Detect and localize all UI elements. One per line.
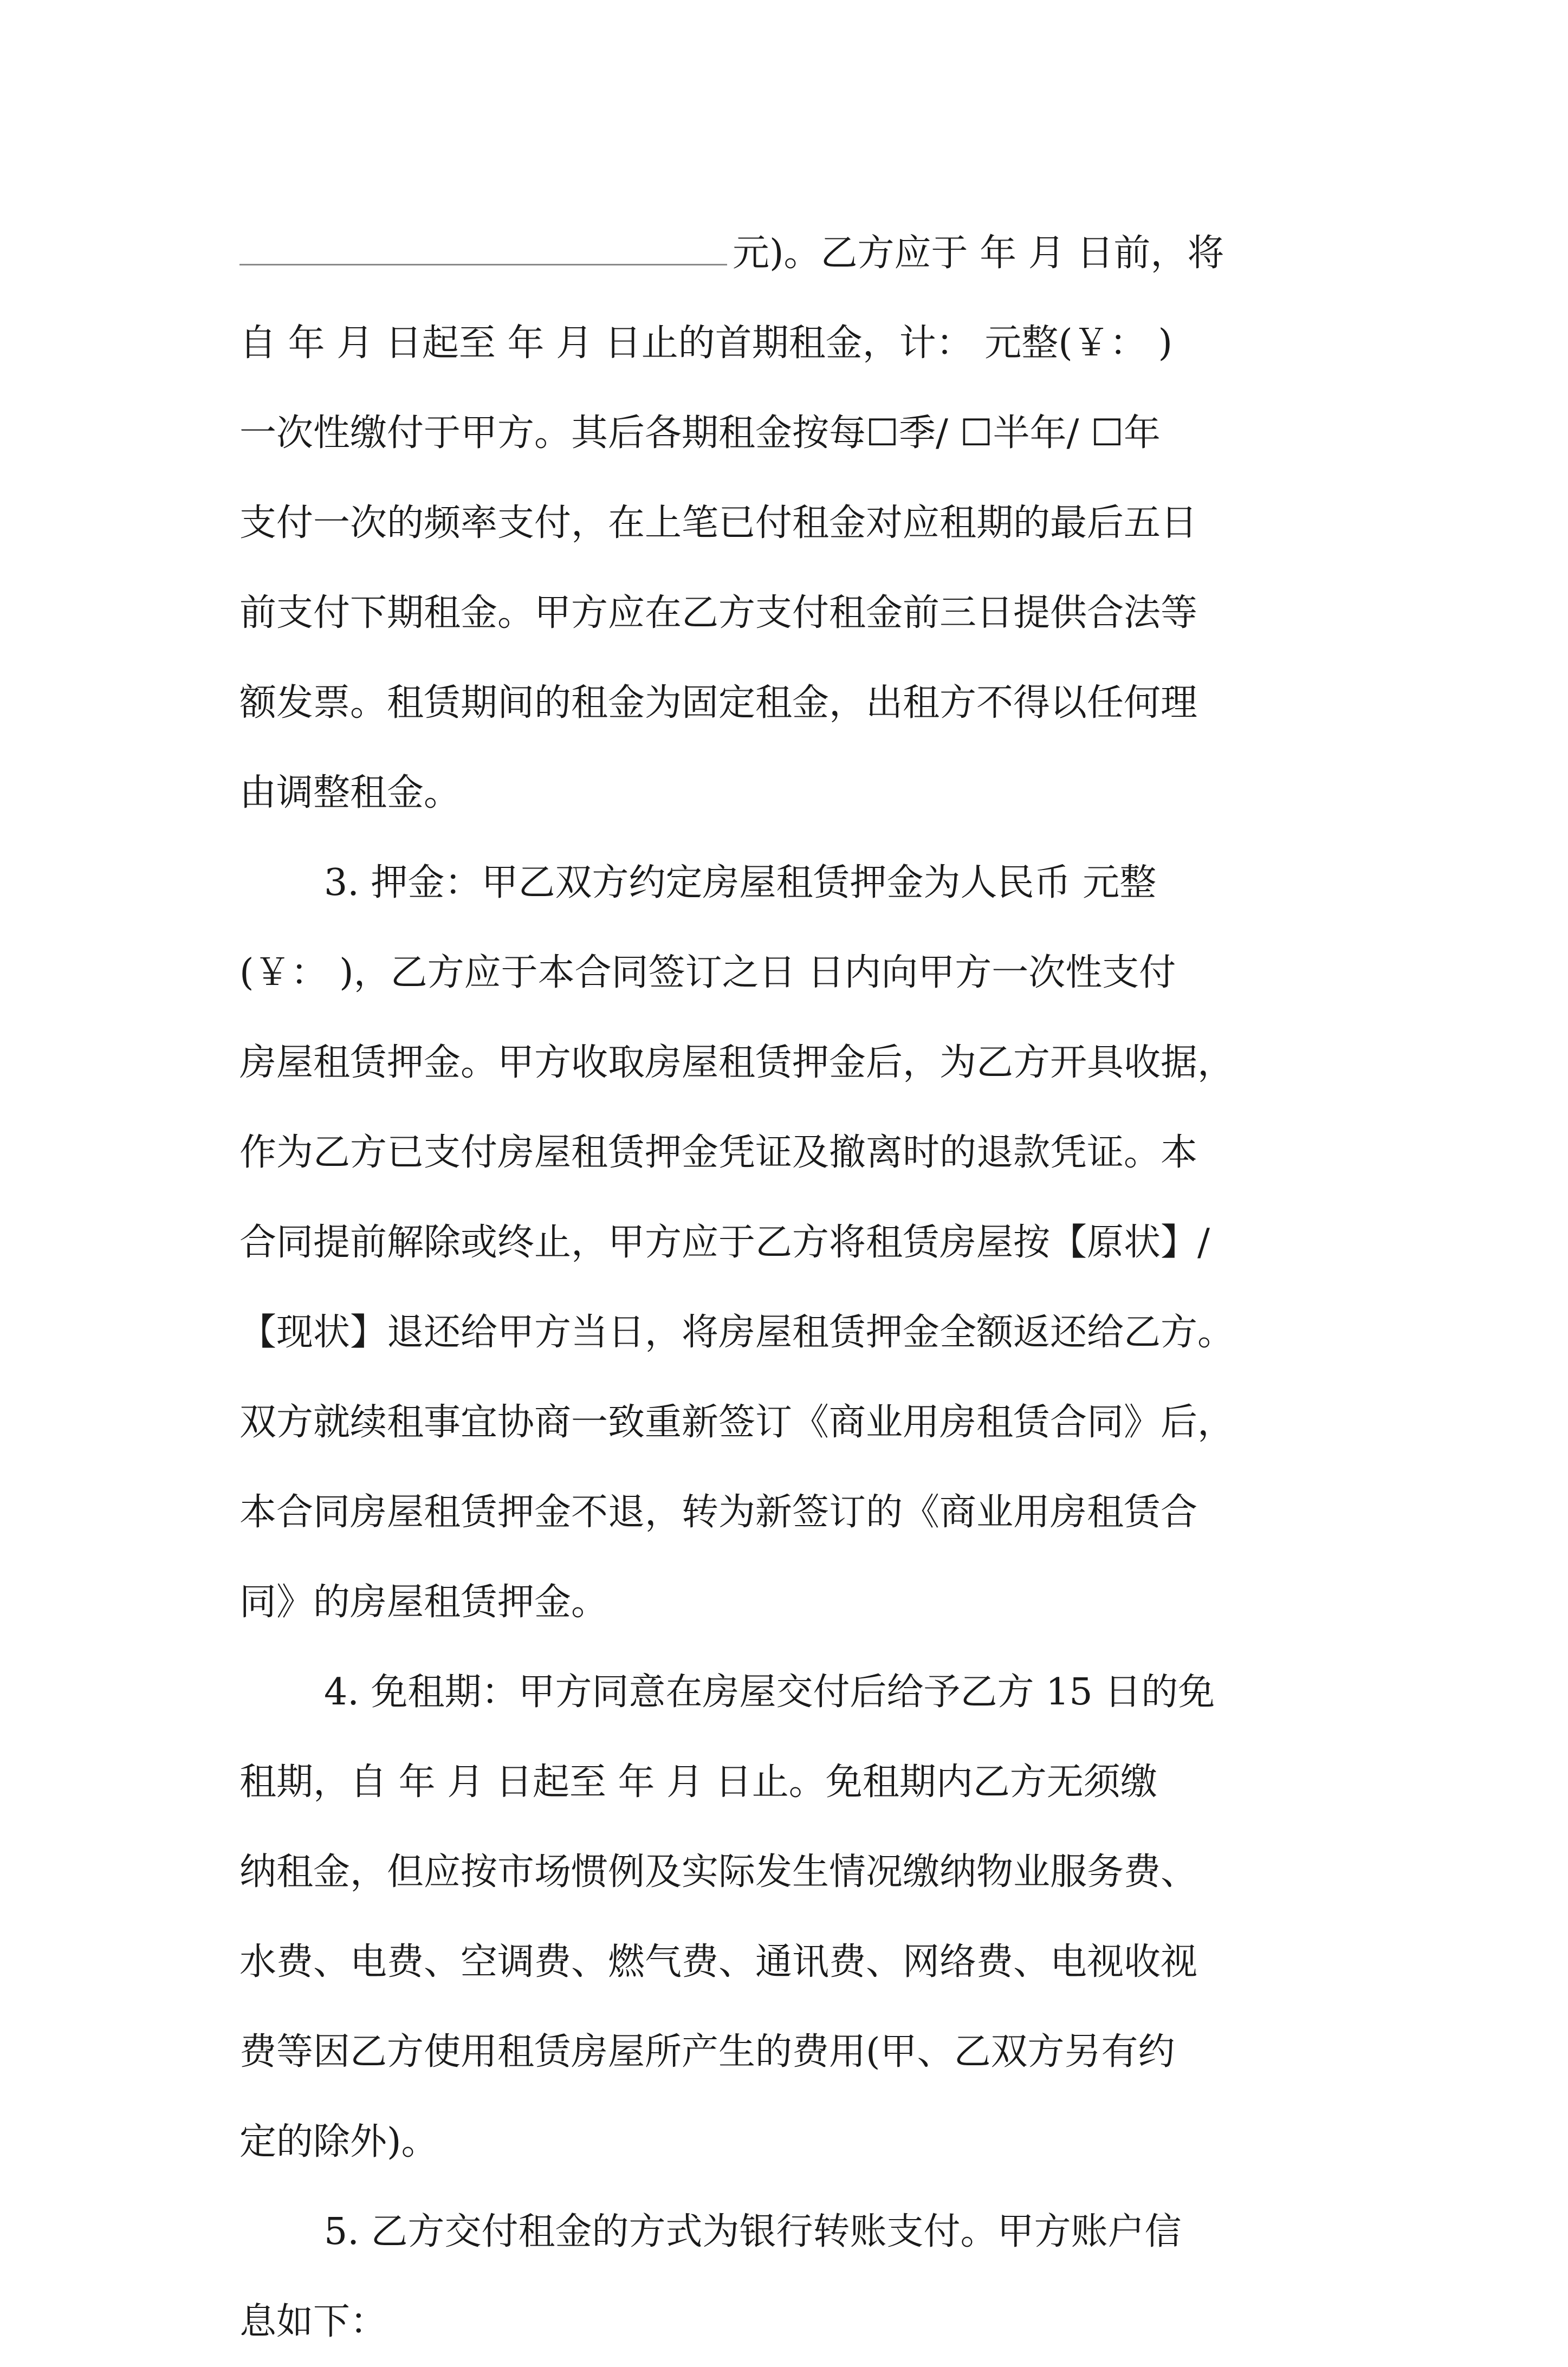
clause-heading-line: 4. 免租期：甲方同意在房屋交付后给予乙方 15 日的免 xyxy=(324,1671,1215,1714)
clause-heading-line: 5. 乙方交付租金的方式为银行转账支付。甲方账户信 xyxy=(324,2210,1182,2253)
paragraph-line: 同》的房屋租赁押金。 xyxy=(239,1581,608,1624)
paragraph-line: 由调整租金。 xyxy=(239,771,461,814)
paragraph-line: 定的除外)。 xyxy=(239,2120,438,2163)
paragraph-line: 额发票。租赁期间的租金为固定租金，出租方不得以任何理 xyxy=(239,682,1198,724)
paragraph-line xyxy=(239,209,1329,299)
paragraph-line: (￥： )，乙方应于本合同签订之日 日内向甲方一次性支付 xyxy=(239,951,1176,994)
paragraph-line: 费等因乙方使用租赁房屋所产生的费用(甲、乙双方另有约 xyxy=(239,2031,1175,2073)
blank-underline xyxy=(239,242,727,265)
paragraph-line: 本合同房屋租赁押金不退，转为新签订的《商业用房租赁合 xyxy=(239,1491,1198,1534)
paragraph-line: 水费、电费、空调费、燃气费、通讯费、网络费、电视收视 xyxy=(239,1941,1198,1983)
paragraph-line: 息如下： xyxy=(239,2300,387,2343)
paragraph-line: 合同提前解除或终止，甲方应于乙方将租赁房屋按【原状】/ xyxy=(239,1221,1210,1264)
paragraph-line: 自 年 月 日起至 年 月 日止的首期租金，计： 元整(￥： ) xyxy=(239,322,1172,365)
paragraph-line: 租期，自 年 月 日起至 年 月 日止。免租期内乙方无须缴 xyxy=(239,1761,1157,1804)
paragraph-line: 一次性缴付于甲方。其后各期租金按每☐季/ ☐半年/ ☐年 xyxy=(239,412,1161,455)
paragraph-line: 纳租金，但应按市场惯例及实际发生情况缴纳物业服务费、 xyxy=(239,1851,1198,1893)
document-body xyxy=(239,209,1329,2367)
paragraph-line: 作为乙方已支付房屋租赁押金凭证及撤离时的退款凭证。本 xyxy=(239,1131,1198,1174)
line-text: 元)。乙方应于 年 月 日前，将 xyxy=(733,232,1224,275)
paragraph-line: 【现状】退还给甲方当日，将房屋租赁押金全额返还给乙方。 xyxy=(239,1311,1235,1354)
paragraph-line: 支付一次的频率支付，在上笔已付租金对应租期的最后五日 xyxy=(239,502,1198,544)
paragraph-line: 房屋租赁押金。甲方收取房屋租赁押金后，为乙方开具收据， xyxy=(239,1041,1235,1084)
paragraph-line: 前支付下期租金。甲方应在乙方支付租金前三日提供合法等 xyxy=(239,592,1198,634)
paragraph-line: 双方就续租事宜协商一致重新签订《商业用房租赁合同》后， xyxy=(239,1401,1235,1444)
clause-heading-line: 3. 押金：甲乙双方约定房屋租赁押金为人民币 元整 xyxy=(324,861,1157,904)
